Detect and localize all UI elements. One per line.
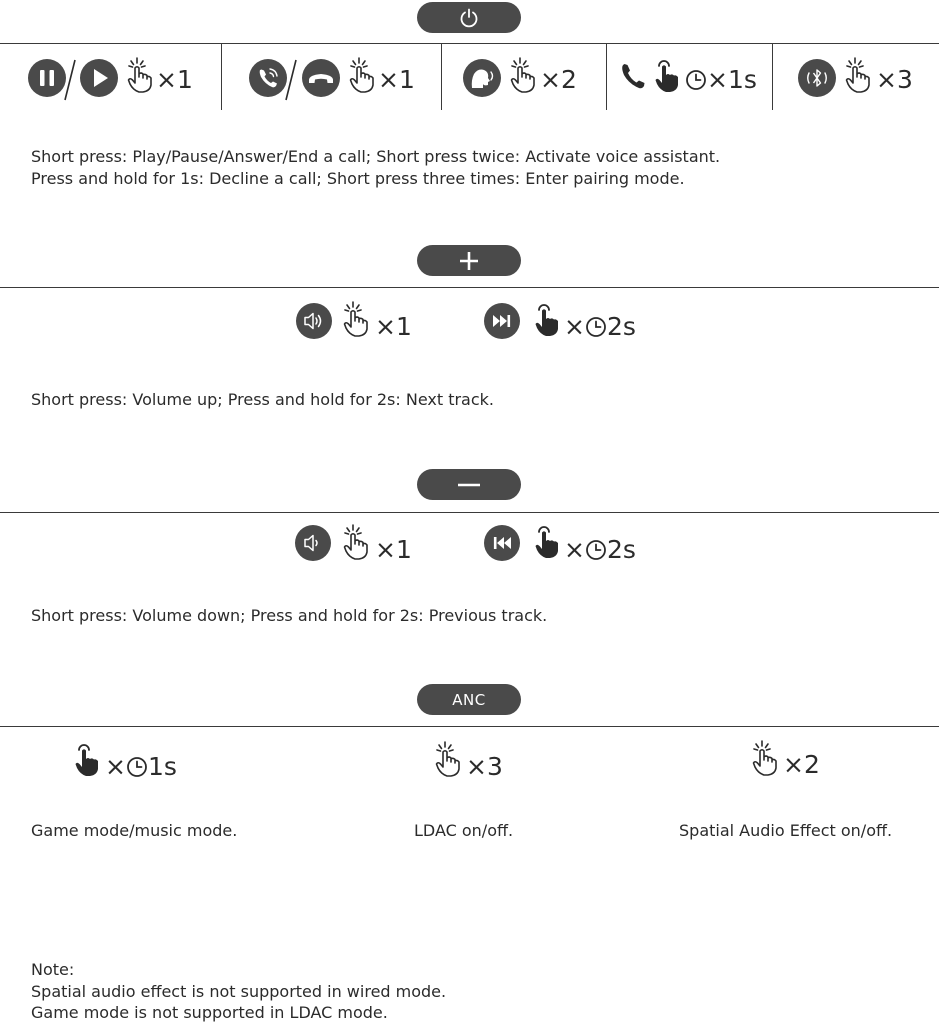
power-divider: [0, 43, 939, 44]
power-description: Press and hold for 1s: Decline a call; Short press three times: Enter pairing mode.: [31, 169, 685, 188]
play-icon: [79, 58, 119, 98]
hold-hand-icon: [532, 301, 560, 337]
volume-down-icon: [294, 524, 332, 562]
note-title: Note:: [31, 960, 75, 979]
next-track-icon: [483, 302, 521, 340]
clock-icon: [585, 539, 607, 561]
power-description: Short press: Play/Pause/Answer/End a call; Short press twice: Activate voice assistant.: [31, 147, 721, 166]
voice-assistant-icon: [462, 58, 502, 98]
anc-description-spatial-audio: Spatial Audio Effect on/off.: [679, 821, 893, 840]
tap-count: ×3: [876, 65, 913, 94]
anc-description-game-mode: Game mode/music mode.: [31, 821, 238, 840]
tap-count: ×1: [375, 535, 412, 564]
clock-icon: [126, 756, 148, 778]
anc-button-badge: [417, 684, 521, 715]
tap-hand-icon: [844, 57, 872, 93]
power-icon: [458, 7, 480, 29]
tap-count: ×1: [378, 65, 415, 94]
tap-count: ×1: [156, 65, 193, 94]
hold-hand-icon: [652, 57, 680, 93]
hold-hand-icon: [532, 523, 560, 559]
anc-description-ldac: LDAC on/off.: [414, 821, 514, 840]
answer-call-icon: [248, 58, 288, 98]
column-divider: [441, 44, 442, 110]
hold-duration: × 2s: [564, 535, 636, 564]
slash-separator: [63, 58, 77, 102]
column-divider: [606, 44, 607, 110]
bluetooth-pairing-icon: [797, 58, 837, 98]
volume-up-divider: [0, 287, 939, 288]
clock-icon: [685, 69, 707, 91]
end-call-icon: [301, 58, 341, 98]
volume-down-description: Short press: Volume down; Press and hold for 2s: Previous track.: [31, 606, 548, 625]
tap-hand-icon: [434, 741, 462, 777]
hold-duration: ×1s: [685, 65, 757, 95]
pause-icon: [27, 58, 67, 98]
tap-hand-icon: [751, 740, 779, 776]
previous-track-icon: [483, 524, 521, 562]
tap-count: ×3: [466, 752, 503, 781]
hold-hand-icon: [72, 741, 100, 777]
tap-hand-icon: [509, 57, 537, 93]
minus-icon: [456, 474, 482, 496]
note-line: Spatial audio effect is not supported in wired mode.: [31, 982, 447, 1001]
power-button-badge: [417, 2, 521, 33]
hold-duration: × 2s: [564, 312, 636, 341]
hold-duration: × 1s: [105, 752, 177, 781]
column-divider: [221, 44, 222, 110]
tap-hand-icon: [126, 57, 154, 93]
volume-down-divider: [0, 512, 939, 513]
tap-count: ×1: [375, 312, 412, 341]
phone-icon: [620, 62, 646, 90]
clock-icon: [585, 316, 607, 338]
tap-count: ×2: [783, 750, 820, 779]
note-line: Game mode is not supported in LDAC mode.: [31, 1003, 388, 1022]
volume-up-button-badge: [417, 245, 521, 276]
volume-down-button-badge: [417, 469, 521, 500]
slash-separator: [284, 58, 298, 102]
tap-hand-icon: [342, 301, 370, 337]
anc-label: ANC: [452, 690, 486, 709]
plus-icon: [458, 250, 480, 272]
column-divider: [772, 44, 773, 110]
tap-hand-icon: [348, 57, 376, 93]
tap-hand-icon: [342, 524, 370, 560]
volume-up-icon: [295, 302, 333, 340]
volume-up-description: Short press: Volume up; Press and hold for 2s: Next track.: [31, 390, 495, 409]
anc-divider: [0, 726, 939, 727]
tap-count: ×2: [540, 65, 577, 94]
